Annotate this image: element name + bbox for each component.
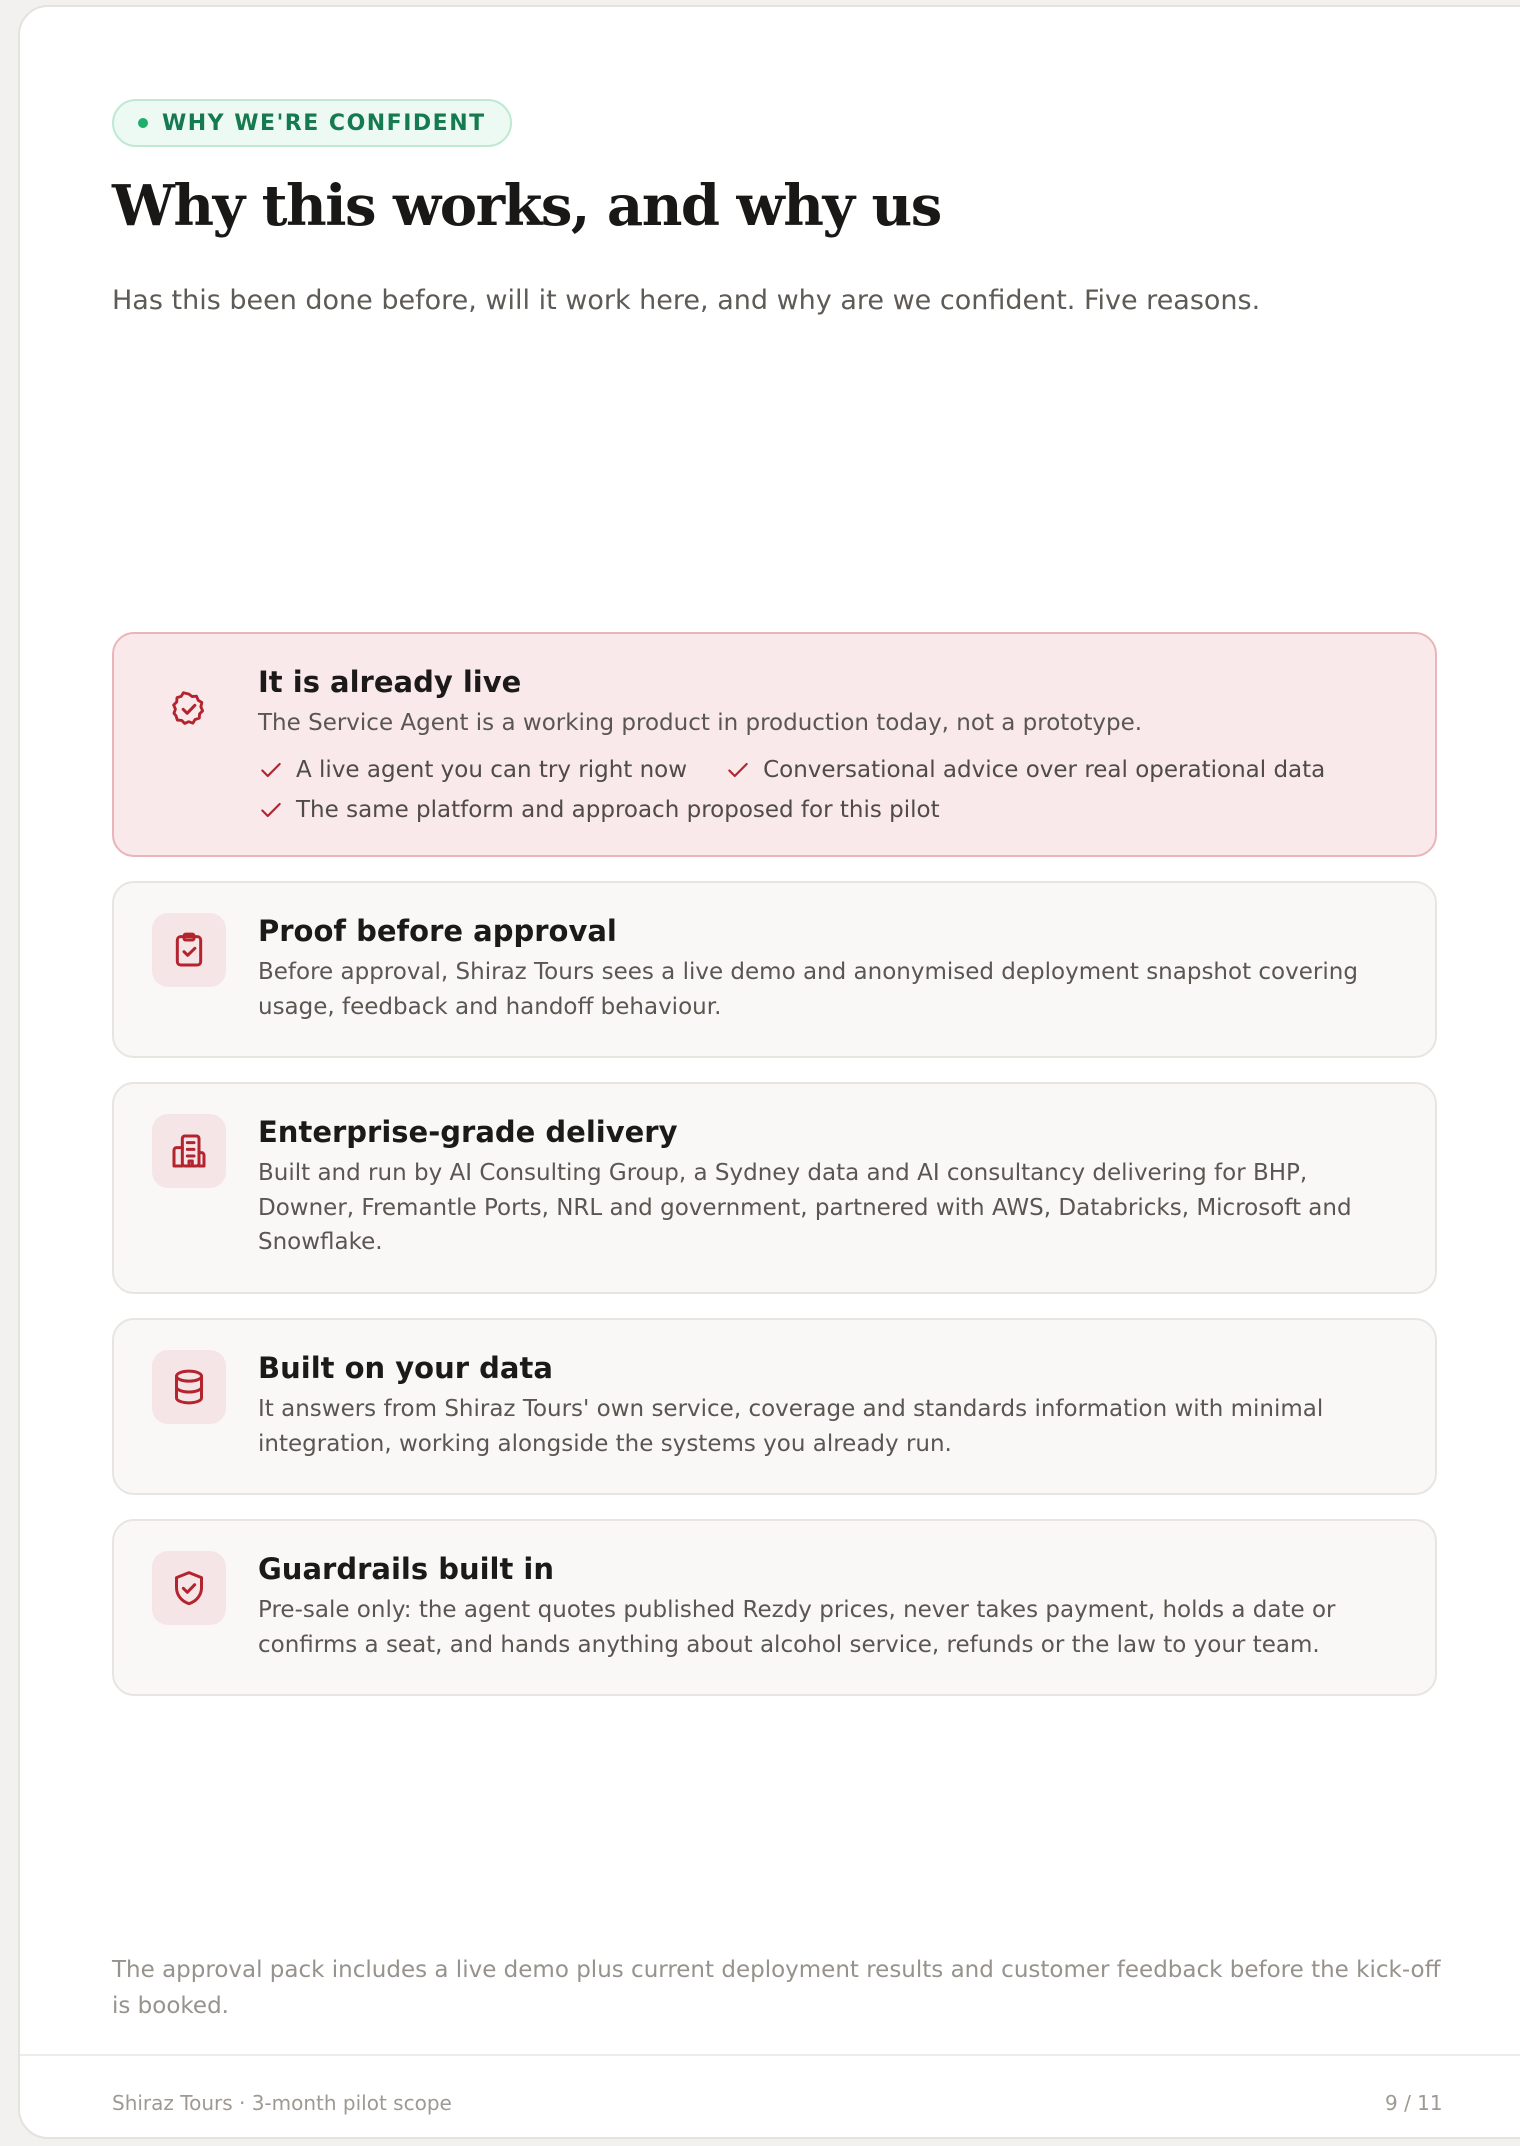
page-subtitle: Has this been done before, will it work here, and why are we confident. Five reasons.: [112, 285, 1261, 316]
check-label: Conversational advice over real operational data: [763, 756, 1326, 783]
page-number: 9 / 11: [1385, 2091, 1443, 2115]
check-item: [258, 757, 687, 783]
section-badge: [112, 99, 512, 147]
card-title: Enterprise-grade delivery: [258, 1115, 678, 1149]
check-label: A live agent you can try right now: [296, 756, 688, 783]
card-description: Built and run by AI Consulting Group, a Sydney data and AI consultancy delivering for BHP, Downer, Fremantle Ports, NRL and government, partnered with AWS, Databricks, Microsoft and Snowflake.: [258, 1160, 1352, 1256]
check-item: [258, 797, 940, 823]
card-description: Before approval, Shiraz Tours sees a live demo and anonymised deployment snapshot covering usage, feedback and handoff behaviour.: [258, 959, 1358, 1020]
reasons-list: [112, 632, 1437, 1720]
reason-card-guardrails: [112, 1519, 1437, 1696]
slide-page: [18, 5, 1520, 2139]
check-item: [725, 757, 1325, 783]
footer-document-label: Shiraz Tours · 3-month pilot scope: [112, 2091, 452, 2115]
card-description: It answers from Shiraz Tours' own service, coverage and standards information with minimal integration, working alongside the systems you already run.: [258, 1396, 1324, 1457]
badge-dot-icon: [138, 118, 148, 128]
check-icon: [258, 797, 284, 823]
database-icon: [152, 1350, 226, 1424]
footnote: The approval pack includes a live demo plus current deployment results and customer feedback before the kick-off is booked.: [112, 1957, 1441, 2020]
card-description: Pre-sale only: the agent quotes published Rezdy prices, never takes payment, holds a date or confirms a seat, and hands anything about alcohol service, refunds or the law to your team.: [258, 1597, 1336, 1658]
reason-card-proof: [112, 881, 1437, 1058]
check-icon: [725, 757, 751, 783]
card-title: Guardrails built in: [258, 1552, 555, 1586]
badge-check-icon: [152, 672, 226, 746]
reason-card-live: [112, 632, 1437, 857]
reason-card-data: [112, 1318, 1437, 1495]
card-description: The Service Agent is a working product in production today, not a prototype.: [258, 710, 1143, 737]
check-label: The same platform and approach proposed for this pilot: [296, 796, 940, 823]
clipboard-check-icon: [152, 913, 226, 987]
card-title: Built on your data: [258, 1350, 553, 1385]
building-icon: [152, 1114, 226, 1188]
shield-check-icon: [152, 1551, 226, 1625]
page-title: Why this works, and why us: [112, 173, 941, 239]
reason-card-enterprise: [112, 1082, 1437, 1294]
card-title: Proof before approval: [258, 913, 617, 948]
footer-divider: [20, 2054, 1520, 2056]
check-list: [258, 757, 1395, 823]
check-icon: [258, 757, 284, 783]
header-section: [112, 99, 1457, 318]
badge-label: WHY WE'RE CONFIDENT: [162, 110, 486, 136]
card-title: It is already live: [258, 665, 522, 699]
